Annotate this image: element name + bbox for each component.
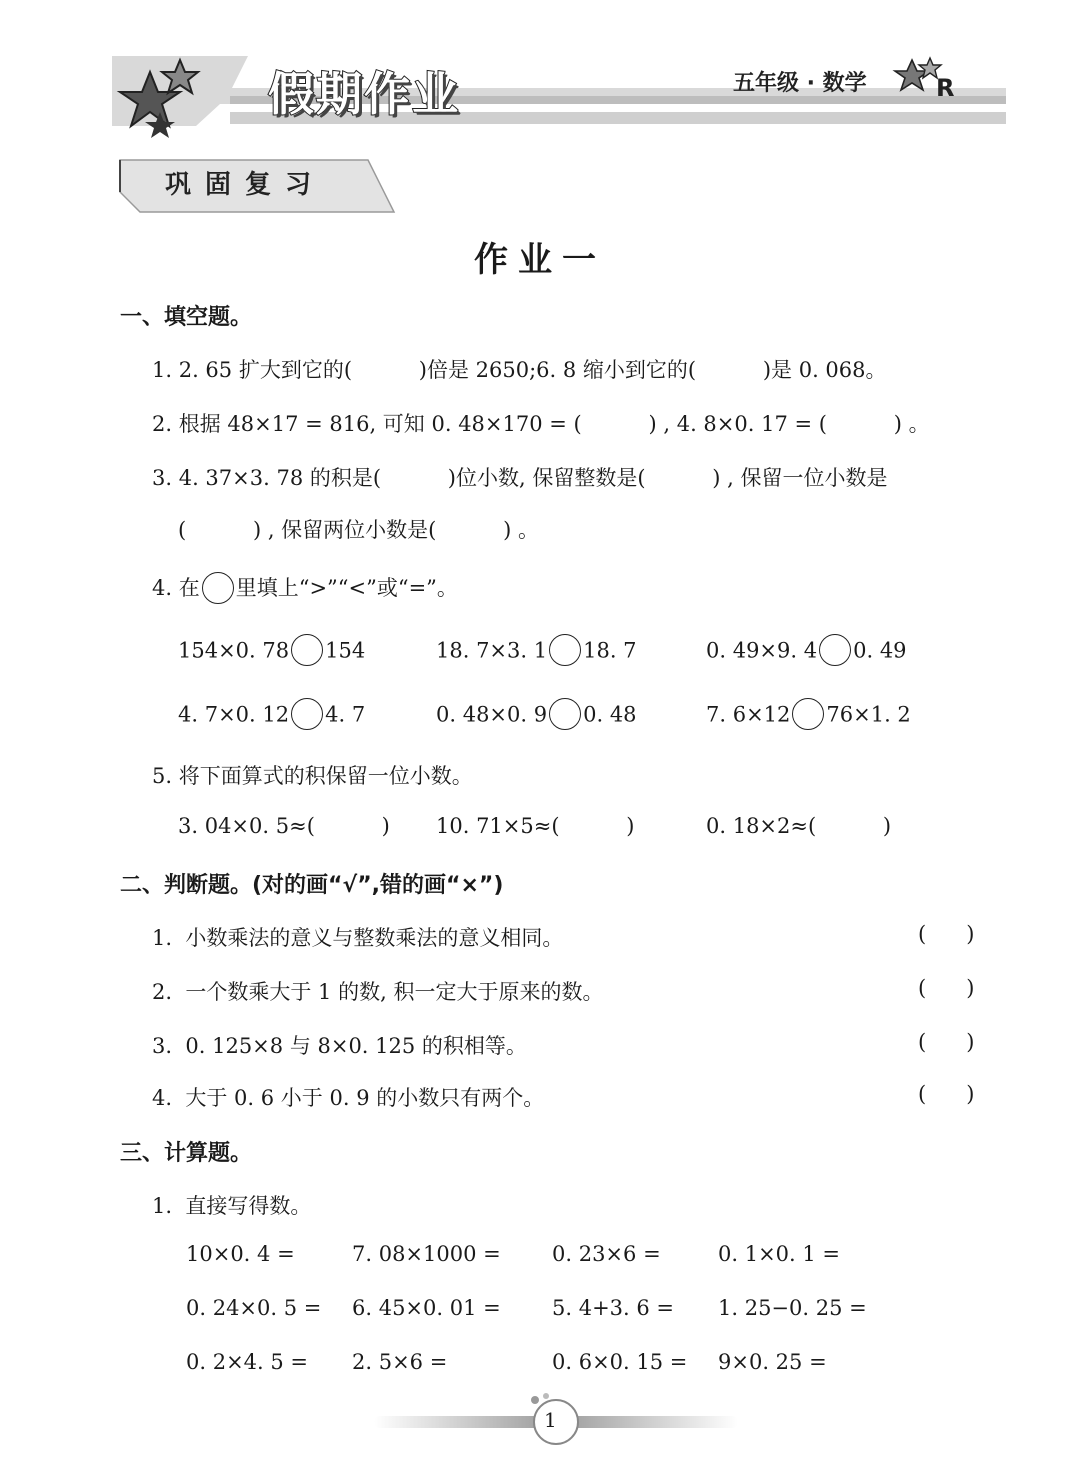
compare-circle[interactable] bbox=[549, 698, 581, 730]
compare-circle[interactable] bbox=[819, 634, 851, 666]
judge-item: 1. 小数乘法的意义与整数乘法的意义相同。 bbox=[152, 926, 564, 950]
answer-paren[interactable]: ( ) bbox=[918, 1082, 975, 1106]
section-heading-calculation: 三、计算题。 bbox=[120, 1141, 253, 1166]
question-1-2: 2. 根据 48×17 = 816, 可知 0. 48×170 = ( ) , 4. 8×0. 17 = ( ) 。 bbox=[152, 412, 930, 436]
question-1-1: 1. 2. 65 扩大到它的( )倍是 2650;6. 8 缩小到它的( )是 0. 068。 bbox=[152, 358, 887, 382]
question-1-5: 5. 将下面算式的积保留一位小数。 bbox=[152, 764, 473, 788]
q4-suffix: 里填上“>”“<”或“=”。 bbox=[235, 576, 458, 600]
question-1-4 bbox=[152, 572, 458, 606]
section-heading-true-false: 二、判断题。(对的画“√”,错的画“×”) bbox=[120, 873, 504, 898]
calc-cell: 1. 25−0. 25 = bbox=[718, 1296, 867, 1320]
calc-cell: 0. 6×0. 15 = bbox=[552, 1350, 688, 1374]
page-number: 1 bbox=[544, 1408, 557, 1432]
calc-cell: 10×0. 4 = bbox=[186, 1242, 295, 1266]
question-1-3-cont: ( ) , 保留两位小数是( ) 。 bbox=[178, 518, 539, 542]
compare-item: 154×0. 78 154 bbox=[178, 636, 365, 668]
compare-circle[interactable] bbox=[291, 634, 323, 666]
judge-item: 3. 0. 125×8 与 8×0. 125 的积相等。 bbox=[152, 1034, 527, 1058]
section-heading-fill-blank: 一、填空题。 bbox=[120, 305, 253, 330]
edition-mark: R bbox=[936, 74, 955, 102]
brand-title: 假期作业 bbox=[268, 67, 460, 121]
compare-item: 0. 49×9. 4 0. 49 bbox=[706, 636, 907, 668]
compare-item: 7. 6×12 76×1. 2 bbox=[706, 700, 911, 732]
calc-cell: 0. 24×0. 5 = bbox=[186, 1296, 322, 1320]
calc-cell: 5. 4+3. 6 = bbox=[552, 1296, 675, 1320]
calc-cell: 9×0. 25 = bbox=[718, 1350, 827, 1374]
judge-item: 4. 大于 0. 6 小于 0. 9 的小数只有两个。 bbox=[152, 1086, 545, 1110]
rounding-item: 3. 04×0. 5≈( ) bbox=[178, 814, 390, 838]
answer-paren[interactable]: ( ) bbox=[918, 922, 975, 946]
calc-cell: 0. 1×0. 1 = bbox=[718, 1242, 841, 1266]
header-decoration bbox=[0, 0, 1080, 230]
compare-item: 18. 7×3. 1 18. 7 bbox=[436, 636, 637, 668]
calc-cell: 2. 5×6 = bbox=[352, 1350, 448, 1374]
circle-blank-icon bbox=[202, 572, 234, 604]
question-3-1: 1. 直接写得数。 bbox=[152, 1194, 312, 1218]
calc-cell: 0. 23×6 = bbox=[552, 1242, 661, 1266]
compare-item: 0. 48×0. 9 0. 48 bbox=[436, 700, 637, 732]
calc-cell: 0. 2×4. 5 = bbox=[186, 1350, 309, 1374]
section-tab-label: 巩固复习 bbox=[165, 170, 326, 200]
star-small-icon bbox=[895, 58, 941, 90]
compare-circle[interactable] bbox=[549, 634, 581, 666]
grade-subject-label: 五年级 · 数学 bbox=[733, 71, 867, 96]
answer-paren[interactable]: ( ) bbox=[918, 976, 975, 1000]
rounding-item: 0. 18×2≈( ) bbox=[706, 814, 892, 838]
calc-cell: 6. 45×0. 01 = bbox=[352, 1296, 501, 1320]
compare-circle[interactable] bbox=[291, 698, 323, 730]
answer-paren[interactable]: ( ) bbox=[918, 1030, 975, 1054]
q4-prefix: 4. 在 bbox=[152, 576, 200, 600]
calc-cell: 7. 08×1000 = bbox=[352, 1242, 501, 1266]
compare-circle[interactable] bbox=[792, 698, 824, 730]
page-title: 作业一 bbox=[474, 240, 606, 280]
judge-item: 2. 一个数乘大于 1 的数, 积一定大于原来的数。 bbox=[152, 980, 604, 1004]
compare-item: 4. 7×0. 12 4. 7 bbox=[178, 700, 365, 732]
rounding-item: 10. 71×5≈( ) bbox=[436, 814, 635, 838]
question-1-3: 3. 4. 37×3. 78 的积是( )位小数, 保留整数是( ) , 保留一位小数是 bbox=[152, 466, 888, 490]
